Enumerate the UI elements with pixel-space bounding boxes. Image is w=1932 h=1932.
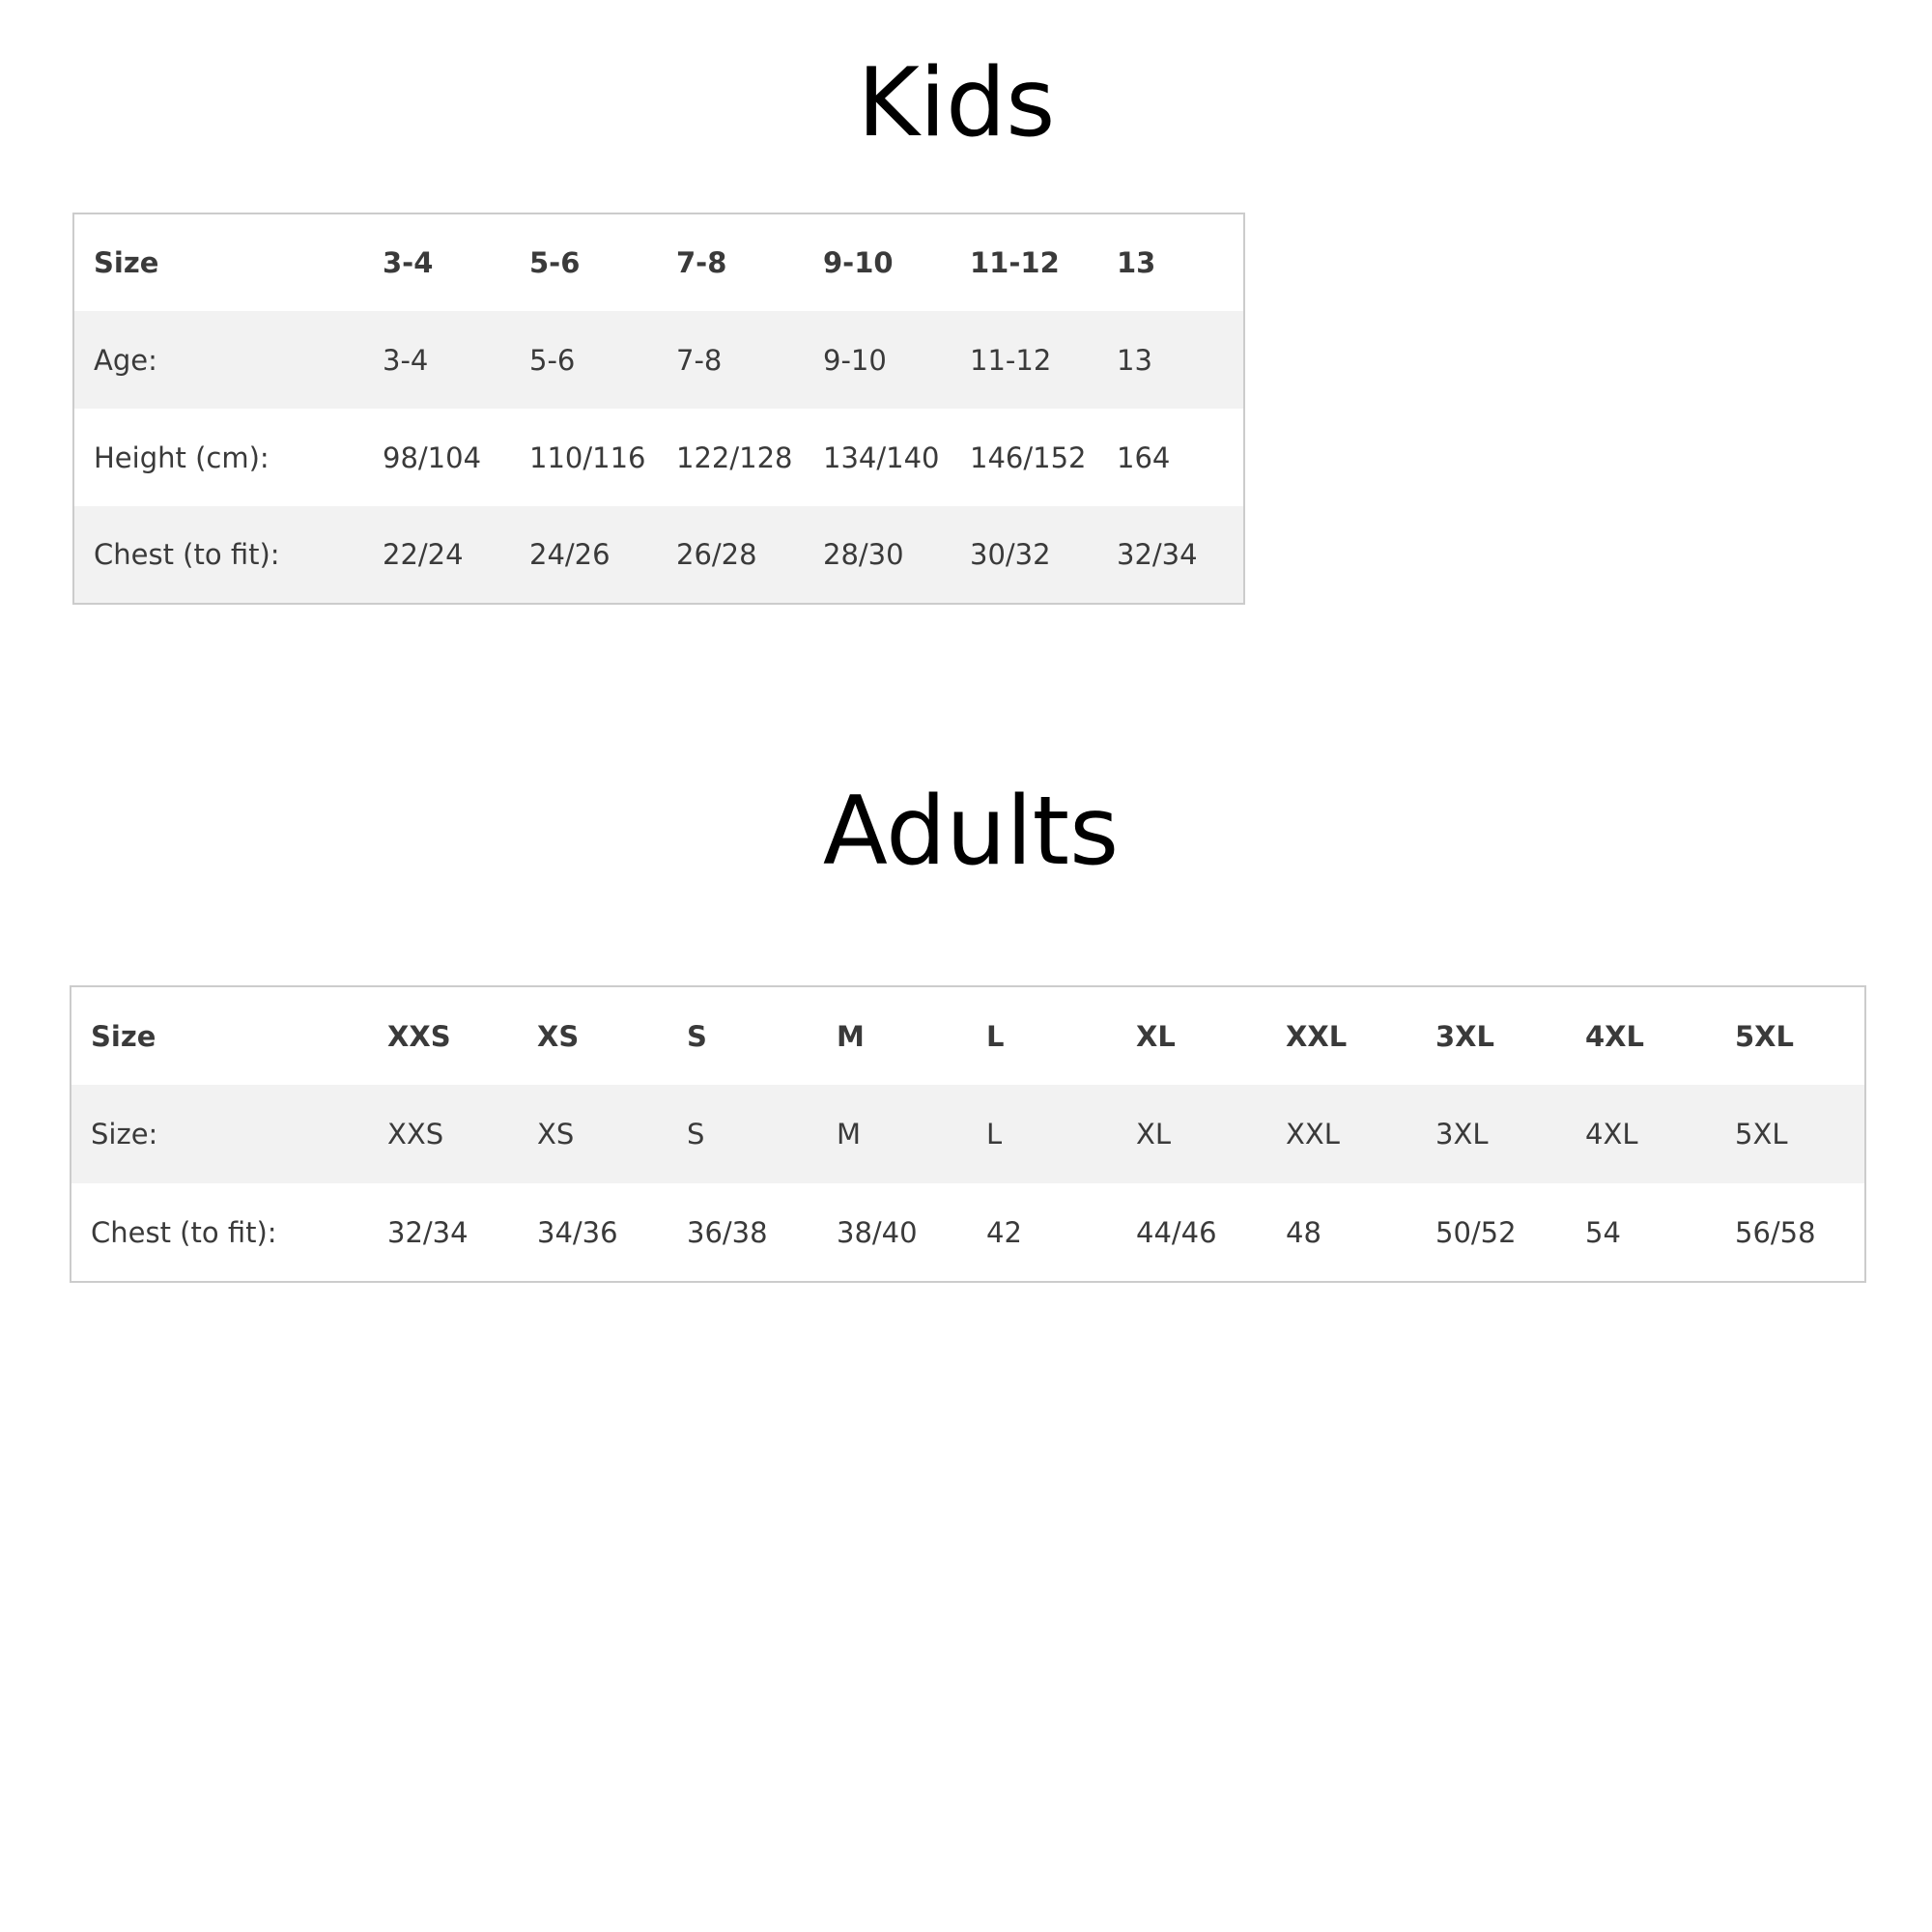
table-cell: XXS	[368, 1085, 518, 1183]
table-cell: 34/36	[537, 1215, 618, 1249]
adults-section-title: Adults	[822, 777, 1120, 887]
adults-size-table	[70, 985, 1866, 1283]
header-cell: XL	[1136, 1019, 1176, 1053]
table-cell: 164	[1117, 440, 1171, 474]
table-cell: 3-4	[363, 311, 510, 409]
header-cell: 5-6	[529, 246, 581, 279]
table-cell: 134/140	[823, 440, 940, 474]
table-cell: 32/34	[1097, 506, 1244, 604]
table-cell: 4XL	[1566, 1085, 1716, 1183]
header-cell: Size	[94, 246, 159, 279]
table-cell: XL	[1117, 1085, 1266, 1183]
table-cell: 22/24	[363, 506, 510, 604]
table-cell: 122/128	[676, 440, 793, 474]
header-cell: 3-4	[383, 246, 434, 279]
table-cell: 32/34	[387, 1215, 469, 1249]
table-cell: 98/104	[383, 440, 482, 474]
table-header-row	[71, 986, 1865, 1085]
table-cell: 30/32	[951, 506, 1097, 604]
header-cell: 7-8	[676, 246, 727, 279]
table-cell: 36/38	[687, 1215, 768, 1249]
header-cell: 11-12	[970, 246, 1060, 279]
table-cell: 38/40	[837, 1215, 918, 1249]
header-cell: 13	[1117, 246, 1156, 279]
table-cell: 110/116	[529, 440, 646, 474]
table-cell: 5XL	[1716, 1085, 1865, 1183]
header-cell: S	[687, 1019, 707, 1053]
table-cell: 42	[986, 1215, 1022, 1249]
header-cell: Size	[91, 1019, 156, 1053]
table-cell: 54	[1585, 1215, 1621, 1249]
table-cell: 48	[1286, 1215, 1321, 1249]
table-row-size	[71, 1085, 1865, 1183]
table-cell: 13	[1097, 311, 1244, 409]
table-cell: 9-10	[804, 311, 951, 409]
kids-size-table	[72, 213, 1245, 605]
header-cell: 5XL	[1735, 1019, 1795, 1053]
row-label: Chest (to fit):	[91, 1215, 277, 1249]
table-cell: 5-6	[510, 311, 657, 409]
table-cell: 146/152	[970, 440, 1087, 474]
table-cell: 56/58	[1735, 1215, 1816, 1249]
header-cell: XXL	[1286, 1019, 1348, 1053]
header-cell: 3XL	[1435, 1019, 1495, 1053]
table-cell: XS	[518, 1085, 668, 1183]
table-cell: 26/28	[657, 506, 804, 604]
table-row-age	[73, 311, 1244, 409]
header-cell: M	[837, 1019, 865, 1053]
table-cell: XXL	[1266, 1085, 1416, 1183]
table-cell: 7-8	[657, 311, 804, 409]
table-row-height	[73, 409, 1244, 506]
header-cell: L	[986, 1019, 1005, 1053]
row-label: Age:	[73, 311, 363, 409]
kids-section-title: Kids	[857, 48, 1056, 158]
table-cell: L	[967, 1085, 1117, 1183]
table-cell: S	[668, 1085, 817, 1183]
table-header-row	[73, 213, 1244, 311]
header-cell: XS	[537, 1019, 580, 1053]
row-label: Height (cm):	[94, 440, 270, 474]
table-cell: 3XL	[1416, 1085, 1566, 1183]
header-cell: 9-10	[823, 246, 894, 279]
row-label: Size:	[71, 1085, 368, 1183]
table-row-chest	[71, 1183, 1865, 1282]
table-cell: 11-12	[951, 311, 1097, 409]
header-cell: 4XL	[1585, 1019, 1645, 1053]
table-cell: 44/46	[1136, 1215, 1217, 1249]
row-label: Chest (to fit):	[73, 506, 363, 604]
table-cell: M	[817, 1085, 967, 1183]
header-cell: XXS	[387, 1019, 451, 1053]
table-cell: 50/52	[1435, 1215, 1517, 1249]
table-cell: 24/26	[510, 506, 657, 604]
table-cell: 28/30	[804, 506, 951, 604]
table-row-chest	[73, 506, 1244, 604]
